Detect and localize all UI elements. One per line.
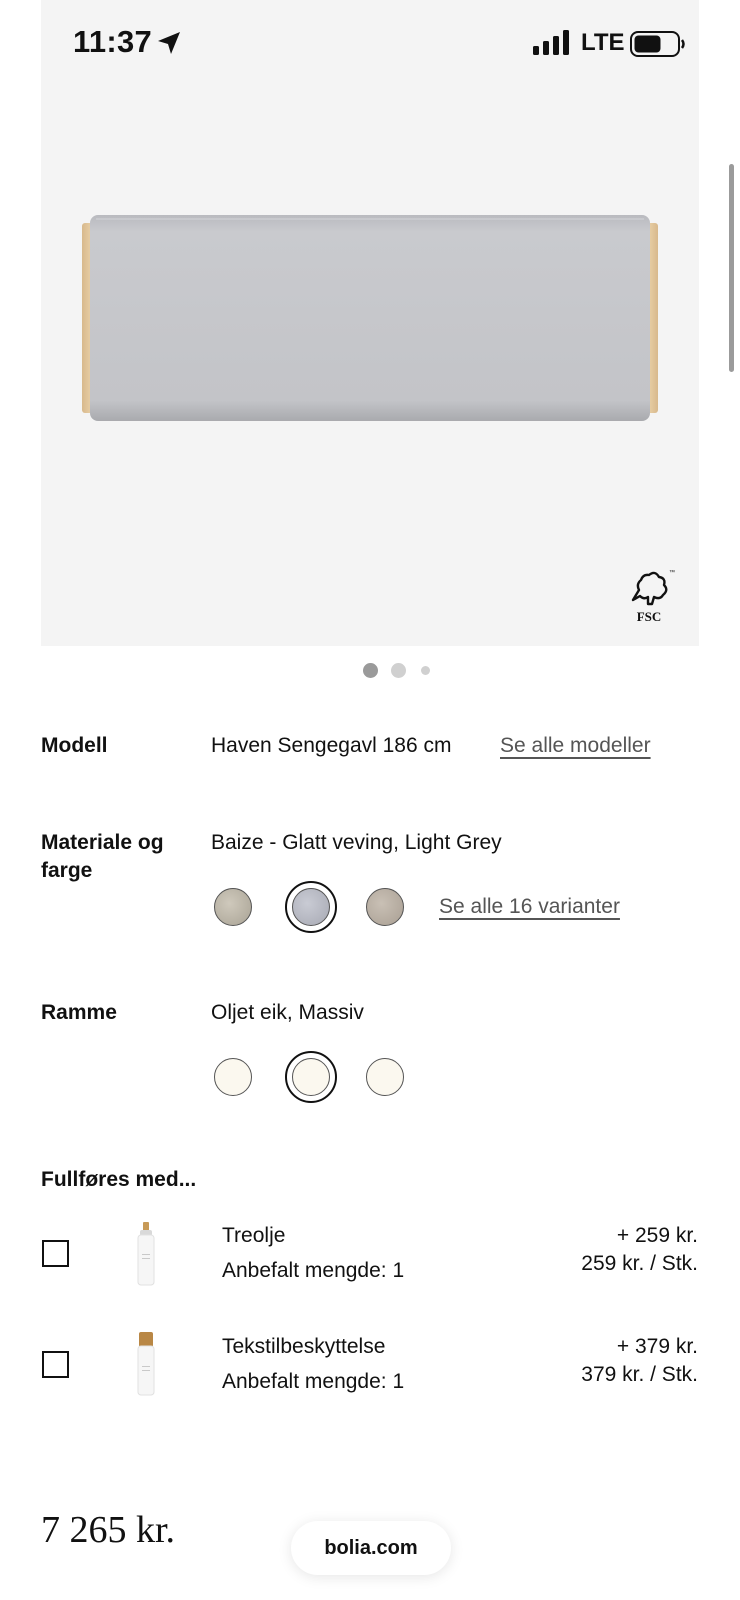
addon-name: Tekstilbeskyttelse — [222, 1335, 386, 1358]
addon-checkbox-treolje[interactable] — [42, 1240, 69, 1267]
material-value: Baize - Glatt veving, Light Grey — [211, 831, 502, 854]
fabric-swatch-2-selected[interactable] — [285, 881, 337, 933]
fabric-swatch-2-fill — [292, 888, 330, 926]
status-bar — [0, 0, 740, 90]
url-text: bolia.com — [324, 1536, 418, 1559]
headboard-product-image — [82, 215, 658, 421]
model-label: Modell — [41, 734, 108, 757]
location-arrow-icon — [156, 30, 182, 56]
frame-swatch-2-fill — [292, 1058, 330, 1096]
cellular-signal-icon — [533, 30, 571, 56]
status-time: 11:37 — [73, 24, 153, 59]
fabric-swatch-3[interactable] — [366, 888, 404, 926]
addons-heading: Fullføres med... — [41, 1168, 197, 1191]
treolje-bottle-image — [136, 1222, 156, 1286]
battery-icon — [630, 31, 686, 57]
frame-value: Oljet eik, Massiv — [211, 1001, 364, 1024]
model-value: Haven Sengegavl 186 cm — [211, 734, 452, 757]
carousel-dot-1[interactable] — [363, 663, 378, 678]
carousel-dot-2[interactable] — [391, 663, 406, 678]
addon-unit-price: 379 kr. / Stk. — [581, 1363, 698, 1386]
fsc-logo-icon — [624, 566, 674, 624]
addon-unit-price: 259 kr. / Stk. — [581, 1252, 698, 1275]
scrollbar-thumb[interactable] — [729, 164, 734, 372]
svg-text:™: ™ — [669, 570, 675, 576]
see-all-models-link[interactable]: Se alle modeller — [500, 734, 651, 757]
browser-url-bar[interactable] — [291, 1521, 451, 1575]
carousel-dot-3[interactable] — [421, 666, 430, 675]
frame-swatch-1[interactable] — [214, 1058, 252, 1096]
addon-checkbox-tekstilbeskyttelse[interactable] — [42, 1351, 69, 1378]
tekstilbeskyttelse-bottle-image — [136, 1332, 156, 1396]
addon-price: + 379 kr. — [616, 1335, 698, 1358]
frame-label: Ramme — [41, 1001, 117, 1024]
see-all-variants-link[interactable]: Se alle 16 varianter — [439, 895, 620, 918]
addon-recommended-qty: Anbefalt mengde: 1 — [222, 1370, 405, 1393]
frame-swatch-2-selected[interactable] — [285, 1051, 337, 1103]
svg-text:FSC: FSC — [636, 609, 662, 624]
addon-recommended-qty: Anbefalt mengde: 1 — [222, 1259, 405, 1282]
material-label: Materiale og farge — [41, 831, 164, 882]
addon-name: Treolje — [222, 1224, 286, 1247]
total-price: 7 265 kr. — [41, 1509, 176, 1551]
fabric-swatch-1[interactable] — [214, 888, 252, 926]
addon-price: + 259 kr. — [616, 1224, 698, 1247]
frame-swatch-3[interactable] — [366, 1058, 404, 1096]
network-type: LTE — [581, 29, 625, 56]
